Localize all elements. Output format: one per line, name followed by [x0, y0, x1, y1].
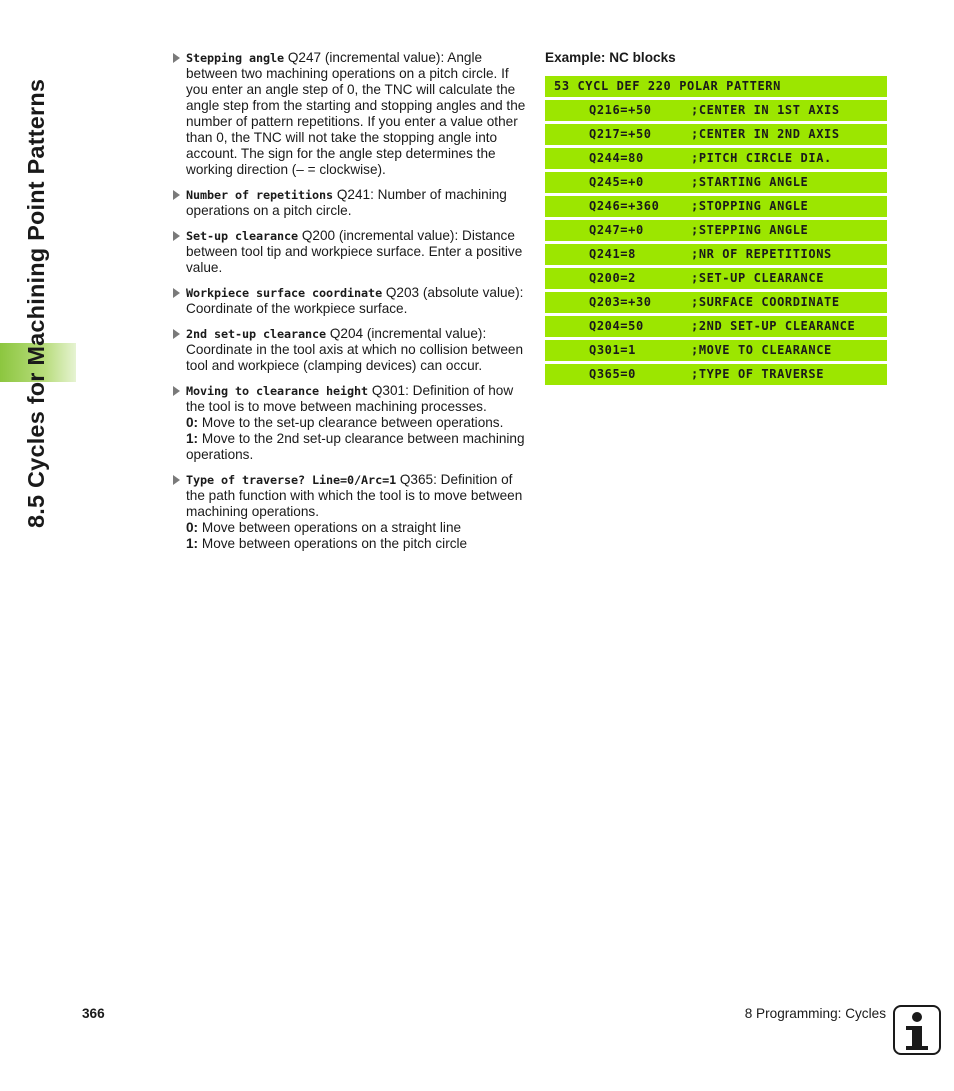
nc-code: Q245=+0	[589, 175, 644, 189]
nc-code: Q241=8	[589, 247, 636, 261]
nc-row	[545, 364, 887, 385]
example-title: Example: NC blocks	[545, 50, 676, 65]
nc-code: Q200=2	[589, 271, 636, 285]
nc-row	[545, 292, 887, 313]
triangle-bullet-icon	[173, 329, 180, 339]
triangle-bullet-icon	[173, 190, 180, 200]
parameter-item	[172, 50, 528, 178]
nc-code: Q216=+50	[589, 103, 652, 117]
parameter-term: Number of repetitions	[186, 188, 334, 202]
triangle-bullet-icon	[173, 386, 180, 396]
nc-row	[545, 316, 887, 337]
nc-comment: ;CENTER IN 1ST AXIS	[691, 103, 840, 117]
parameter-option	[186, 536, 528, 552]
nc-row-header	[545, 76, 887, 97]
nc-code: Q301=1	[589, 343, 636, 357]
parameter-description	[186, 187, 528, 219]
parameter-item	[172, 472, 528, 552]
nc-comment: ;TYPE OF TRAVERSE	[691, 367, 825, 381]
parameter-text: Q203 (absolute value): Coordinate of the workpiece surface.	[186, 285, 524, 316]
option-key: 0:	[186, 415, 199, 430]
parameter-term: Workpiece surface coordinate	[186, 286, 383, 300]
info-icon-dot	[912, 1012, 922, 1022]
option-key: 1:	[186, 536, 199, 551]
parameter-option	[186, 415, 528, 431]
nc-row	[545, 100, 887, 121]
parameter-term: Type of traverse? Line=0/Arc=1	[186, 473, 397, 487]
parameter-description	[186, 285, 528, 317]
nc-comment: ;SET-UP CLEARANCE	[691, 271, 825, 285]
parameter-item	[172, 326, 528, 374]
parameter-term: 2nd set-up clearance	[186, 327, 327, 341]
footer-chapter: 8 Programming: Cycles	[744, 1006, 886, 1021]
page-number: 366	[82, 1006, 105, 1021]
parameter-term: Set-up clearance	[186, 229, 299, 243]
parameter-option	[186, 431, 528, 463]
option-key: 1:	[186, 431, 199, 446]
parameter-description	[186, 326, 528, 374]
info-icon-serif-bottom	[906, 1046, 928, 1050]
parameter-text: Q365: Definition of the path function with which the tool is to move between machining operations.	[186, 472, 523, 519]
triangle-bullet-icon	[173, 231, 180, 241]
nc-comment: ;STEPPING ANGLE	[691, 223, 809, 237]
nc-comment: ;CENTER IN 2ND AXIS	[691, 127, 840, 141]
nc-header-text: 53 CYCL DEF 220 POLAR PATTERN	[554, 79, 781, 93]
parameter-description	[186, 228, 528, 276]
parameter-item	[172, 228, 528, 276]
nc-comment: ;2ND SET-UP CLEARANCE	[691, 319, 856, 333]
parameter-option	[186, 520, 528, 536]
info-icon	[893, 1005, 941, 1055]
parameter-list	[172, 50, 528, 561]
nc-comment: ;SURFACE COORDINATE	[691, 295, 840, 309]
option-key: 0:	[186, 520, 199, 535]
triangle-bullet-icon	[173, 475, 180, 485]
nc-code: Q365=0	[589, 367, 636, 381]
nc-row	[545, 268, 887, 289]
option-text: Move between operations on a straight line	[198, 520, 462, 535]
parameter-term: Moving to clearance height	[186, 384, 369, 398]
parameter-description	[186, 383, 528, 463]
nc-comment: ;PITCH CIRCLE DIA.	[691, 151, 832, 165]
triangle-bullet-icon	[173, 53, 180, 63]
parameter-description	[186, 50, 528, 178]
parameter-text: Q200 (incremental value): Distance between tool tip and workpiece surface. Enter a positive value.	[186, 228, 523, 275]
nc-row	[545, 196, 887, 217]
nc-row	[545, 124, 887, 145]
nc-row	[545, 148, 887, 169]
parameter-item	[172, 383, 528, 463]
nc-code: Q247=+0	[589, 223, 644, 237]
option-text: Move to the set-up clearance between operations.	[198, 415, 504, 430]
nc-comment: ;NR OF REPETITIONS	[691, 247, 832, 261]
parameter-item	[172, 285, 528, 317]
nc-code: Q217=+50	[589, 127, 652, 141]
option-text: Move to the 2nd set-up clearance between machining operations.	[186, 431, 525, 462]
nc-code: Q244=80	[589, 151, 644, 165]
nc-block-listing	[545, 76, 887, 388]
nc-row	[545, 220, 887, 241]
parameter-text: Q301: Definition of how the tool is to move between machining processes.	[186, 383, 514, 414]
nc-comment: ;MOVE TO CLEARANCE	[691, 343, 832, 357]
nc-code: Q246=+360	[589, 199, 660, 213]
triangle-bullet-icon	[173, 288, 180, 298]
parameter-item	[172, 187, 528, 219]
nc-code: Q203=+30	[589, 295, 652, 309]
parameter-text: Q247 (incremental value): Angle between two machining operations on a pitch circle. If you enter an angle step of 0, the TNC will calculate the angle step from the starting and stopping angles and the number of pattern repetitions. If you enter a value other than 0, the TNC will not take the stopping angle into account. The sign for the angle step determines the working direction (– = clockwise).	[186, 50, 526, 177]
parameter-description	[186, 472, 528, 552]
section-title: 8.5 Cycles for Machining Point Patterns	[23, 78, 49, 528]
nc-row	[545, 172, 887, 193]
nc-row	[545, 340, 887, 361]
nc-comment: ;STOPPING ANGLE	[691, 199, 809, 213]
nc-code: Q204=50	[589, 319, 644, 333]
parameter-text: Q204 (incremental value): Coordinate in the tool axis at which no collision between tool and workpiece (clamping devices) can occur.	[186, 326, 524, 373]
parameter-term: Stepping angle	[186, 51, 285, 65]
option-text: Move between operations on the pitch circle	[198, 536, 468, 551]
parameter-text: Q241: Number of machining operations on a pitch circle.	[186, 187, 507, 218]
nc-row	[545, 244, 887, 265]
info-icon-stem	[912, 1026, 922, 1047]
nc-comment: ;STARTING ANGLE	[691, 175, 809, 189]
